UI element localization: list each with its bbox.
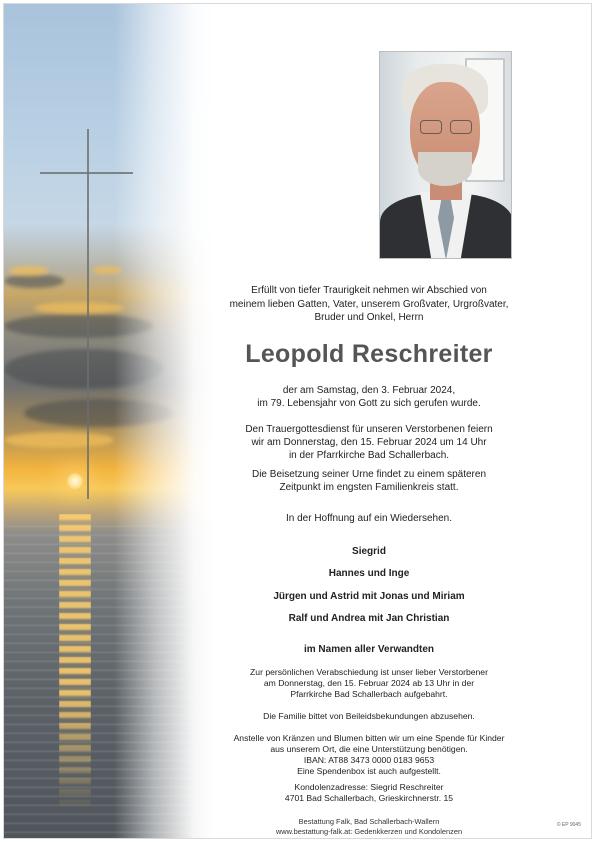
sun xyxy=(67,473,83,489)
cloud xyxy=(9,266,49,276)
family-member: Siegrid xyxy=(352,546,386,557)
cloud xyxy=(92,266,122,274)
cross-icon xyxy=(87,129,89,499)
cloud xyxy=(34,302,124,314)
service-text: Den Trauergottesdienst für unseren Verstorbenen feiern wir am Donnerstag, den 15. Februar 2024 um 14 Uhr in der Pfarrkirche Bad Schallerbach. xyxy=(245,424,493,461)
hope-text: In der Hoffnung auf ein Wiedersehen. xyxy=(285,513,453,524)
sunset-sea-image xyxy=(4,4,214,839)
sun-reflection xyxy=(59,514,91,814)
cloud xyxy=(4,314,154,338)
intro-text: Erfüllt von tiefer Traurigkeit nehmen wir Abschied von meinem lieben Gatten, Vater, unserem Großvater, Urgroßvater, Bruder und Onkel, Herrn xyxy=(229,285,509,323)
cloud xyxy=(4,274,64,288)
relatives-text: im Namen aller Verwandten xyxy=(303,644,435,655)
family-member: Jürgen und Astrid mit Jonas und Miriam xyxy=(273,591,465,602)
family-member: Hannes und Inge xyxy=(328,568,410,579)
portrait-photo xyxy=(379,51,512,259)
cross-icon-bar xyxy=(40,172,133,174)
sea-waves xyxy=(4,519,194,839)
farewell-text: Zur persönlichen Verabschiedung ist unser lieber Verstorbener am Donnerstag, den 15. Februar 2024 ab 13 Uhr in der Pfarrkirche Bad Schallerbach aufgebahrt. xyxy=(250,667,488,699)
family-member: Ralf und Andrea mit Jan Christian xyxy=(288,613,450,624)
cloud xyxy=(4,349,164,389)
condolence-address: Kondolenzadresse: Siegrid Reschreiter 4701 Bad Schallerbach, Grieskirchnerstr. 15 xyxy=(284,782,454,803)
urn-text: Die Beisetzung seiner Urne findet zu einem späteren Zeitpunkt im engsten Familienkreis statt. xyxy=(251,469,487,493)
deceased-name: Leopold Reschreiter xyxy=(245,340,493,368)
cloud xyxy=(24,399,174,427)
death-date-text: der am Samstag, den 3. Februar 2024, im 79. Lebensjahr von Gott zu sich gerufen wurde. xyxy=(257,385,481,409)
obituary-sheet xyxy=(3,3,592,839)
donation-text: Anstelle von Kränzen und Blumen bitten wir um eine Spende für Kinder aus unserem Ort, die eine Unterstützung benötigen. IBAN: AT88 3473 0000 0183 9653 Eine Spendenbox ist auch aufgestellt. xyxy=(233,733,505,776)
cloud xyxy=(4,432,114,448)
document-code: © EP 9045 xyxy=(556,822,581,828)
condolence-note: Die Familie bittet von Beileidsbekundungen abzusehen. xyxy=(263,711,475,721)
funeral-home-footer: Bestattung Falk, Bad Schallerbach-Wallern www.bestattung-falk.at: Gedenkkerzen und Kondolenzen xyxy=(275,817,463,836)
